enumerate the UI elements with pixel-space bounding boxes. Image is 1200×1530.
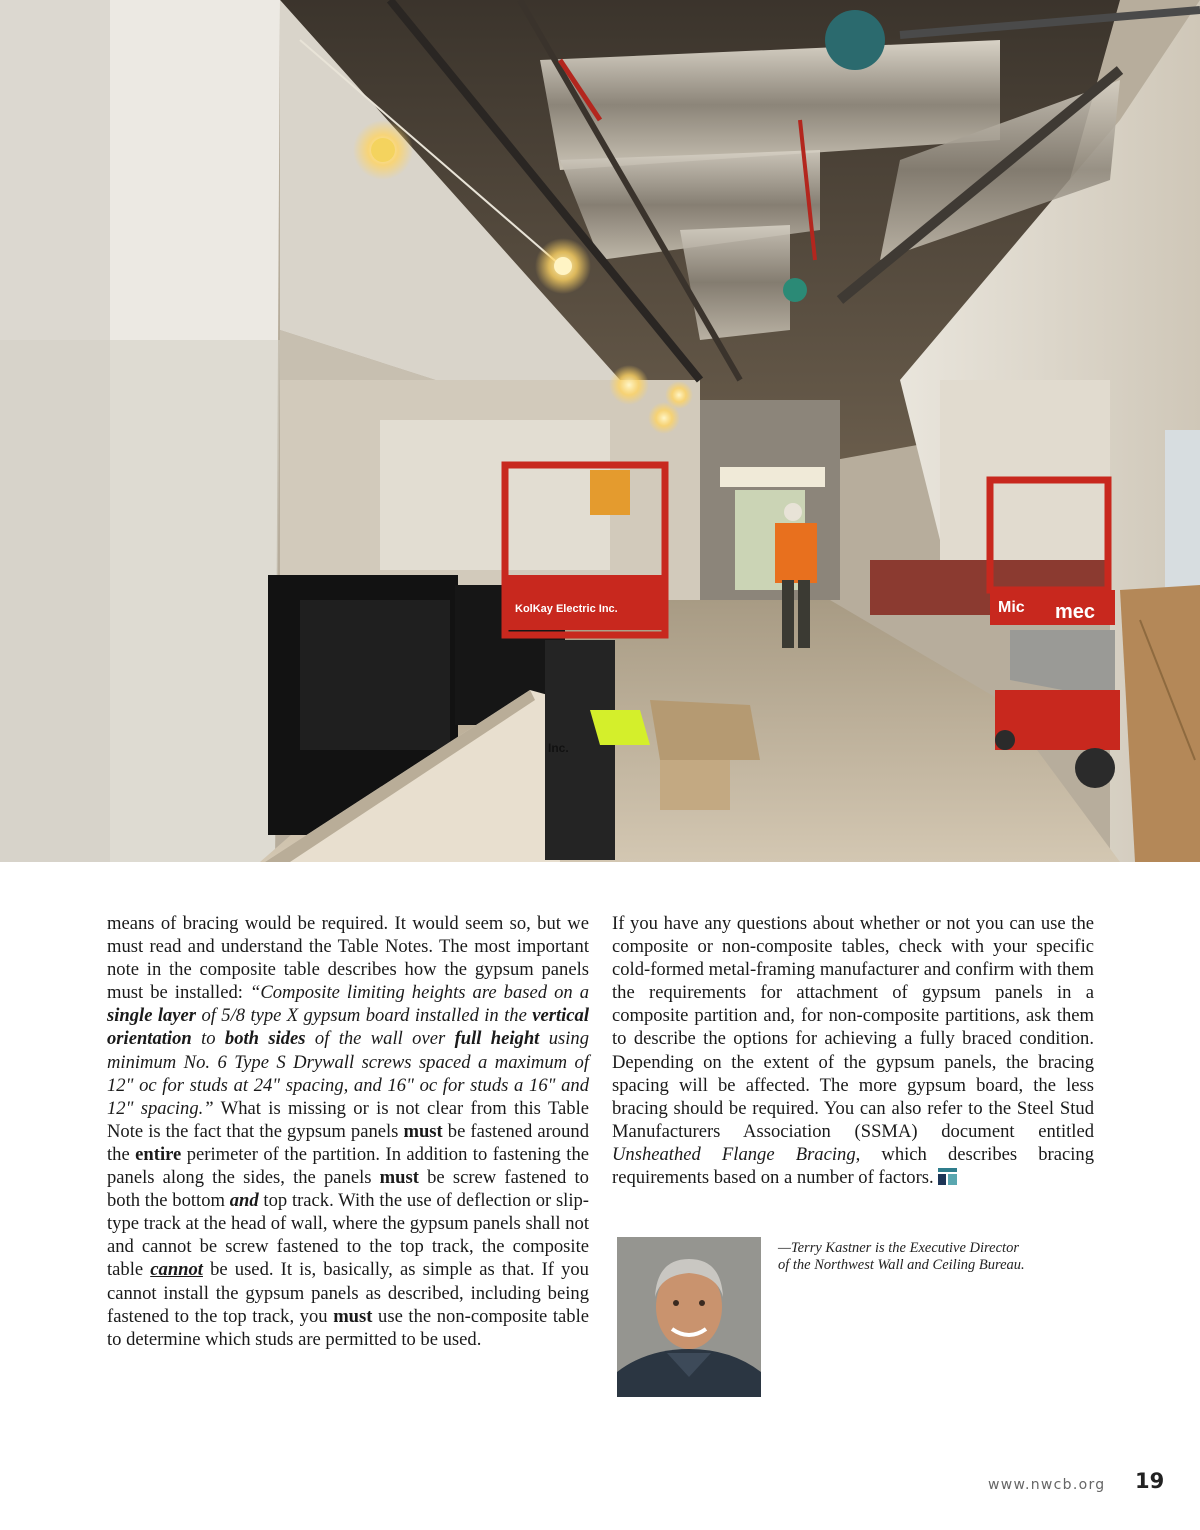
text-run: be used. It is, basically, as simple as that. If you cannot install the gypsum panels as described, including being fastened to the top track, you bbox=[107, 1259, 589, 1327]
text-run: using minimum No. 6 Type S Drywall screws spaced a maximum of 12" oc for studs at 24" spacing, and 16" oc for studs a 16" and 12" spacing.” bbox=[107, 1028, 589, 1119]
author-portrait-image bbox=[617, 1237, 761, 1397]
text-run: of the wall over bbox=[305, 1028, 455, 1050]
emphasis: must bbox=[333, 1305, 373, 1327]
lift-right-prefix: Mic bbox=[998, 599, 1025, 616]
emphasis: cannot bbox=[150, 1259, 203, 1281]
text-run: If you have any questions about whether or not you can use the composite or non-composite tables, check with your specific cold-formed metal-framing manufacturer and confirm with them the requirements for attachment of gypsum panels in a composite partition and, for non-composite partitions, ask them to describe the options for achieving a fully braced condition. Depending on the extent of the gypsum panels, the bracing spacing will be affected. The more gypsum board, the less bracing should be required. You can also refer to the Steel Stud Manufacturers Association (SSMA) document entitled bbox=[612, 913, 1094, 1142]
text-run: be screw fastened to both the bottom bbox=[107, 1167, 589, 1212]
lift-left-label: KolKay Electric Inc. bbox=[515, 603, 618, 615]
article-paragraph-left bbox=[107, 912, 589, 1351]
text-run: , which describes bracing requirements based on a number of factors. bbox=[612, 1143, 1094, 1189]
article-column-left bbox=[107, 912, 589, 1351]
text-run: What is missing or is not clear from this Table Note is the fact that the gypsum panels bbox=[107, 1097, 589, 1142]
article-paragraph-right bbox=[612, 912, 1094, 1189]
caption-line: of the Northwest Wall and Ceiling Bureau. bbox=[778, 1257, 1025, 1273]
author-portrait bbox=[617, 1237, 761, 1397]
text-run: of 5/8 type X gypsum board installed in the bbox=[196, 1005, 533, 1027]
text-run: “Composite limiting heights are based on a bbox=[249, 982, 589, 1004]
text-run: perimeter of the partition. In addition to fastening the panels along the sides, the panels bbox=[107, 1143, 589, 1189]
emphasis: full height bbox=[454, 1028, 540, 1050]
document-title: Unsheathed Flange Bracing bbox=[612, 1143, 856, 1165]
text-run: top track. With the use of deflection or slip-type track at the head of wall, where the gypsum panels shall not and cannot be screw fastened to the top track, the composite table bbox=[107, 1190, 589, 1281]
emphasis: single layer bbox=[107, 1005, 197, 1027]
emphasis: must bbox=[379, 1167, 419, 1189]
page-number: 19 bbox=[1135, 1469, 1165, 1493]
footer-url[interactable]: www.nwcb.org bbox=[988, 1477, 1106, 1493]
lift-right-label: mec bbox=[1055, 601, 1096, 623]
emphasis: entire bbox=[135, 1143, 182, 1165]
text-run: means of bracing would be required. It would seem so, but we must read and understand the Table Notes. The most important note in the composite table describes how the gypsum panels must be installed: bbox=[107, 913, 589, 1004]
crate-label: Inc. bbox=[548, 741, 569, 755]
end-of-article-icon bbox=[938, 1168, 957, 1185]
author-caption bbox=[778, 1240, 1078, 1274]
emphasis: vertical orientation bbox=[107, 1005, 590, 1050]
emphasis: must bbox=[403, 1120, 443, 1142]
article-column-right bbox=[612, 912, 1094, 1189]
text-run: use the non-composite table to determine which studs are permitted to be used. bbox=[107, 1305, 589, 1350]
emphasis: both sides bbox=[224, 1028, 306, 1050]
text-run: to bbox=[191, 1028, 225, 1050]
text-run: be fastened around the bbox=[107, 1120, 589, 1165]
caption-line: —Terry Kastner is the Executive Director bbox=[778, 1240, 1019, 1256]
emphasis: and bbox=[229, 1190, 259, 1212]
